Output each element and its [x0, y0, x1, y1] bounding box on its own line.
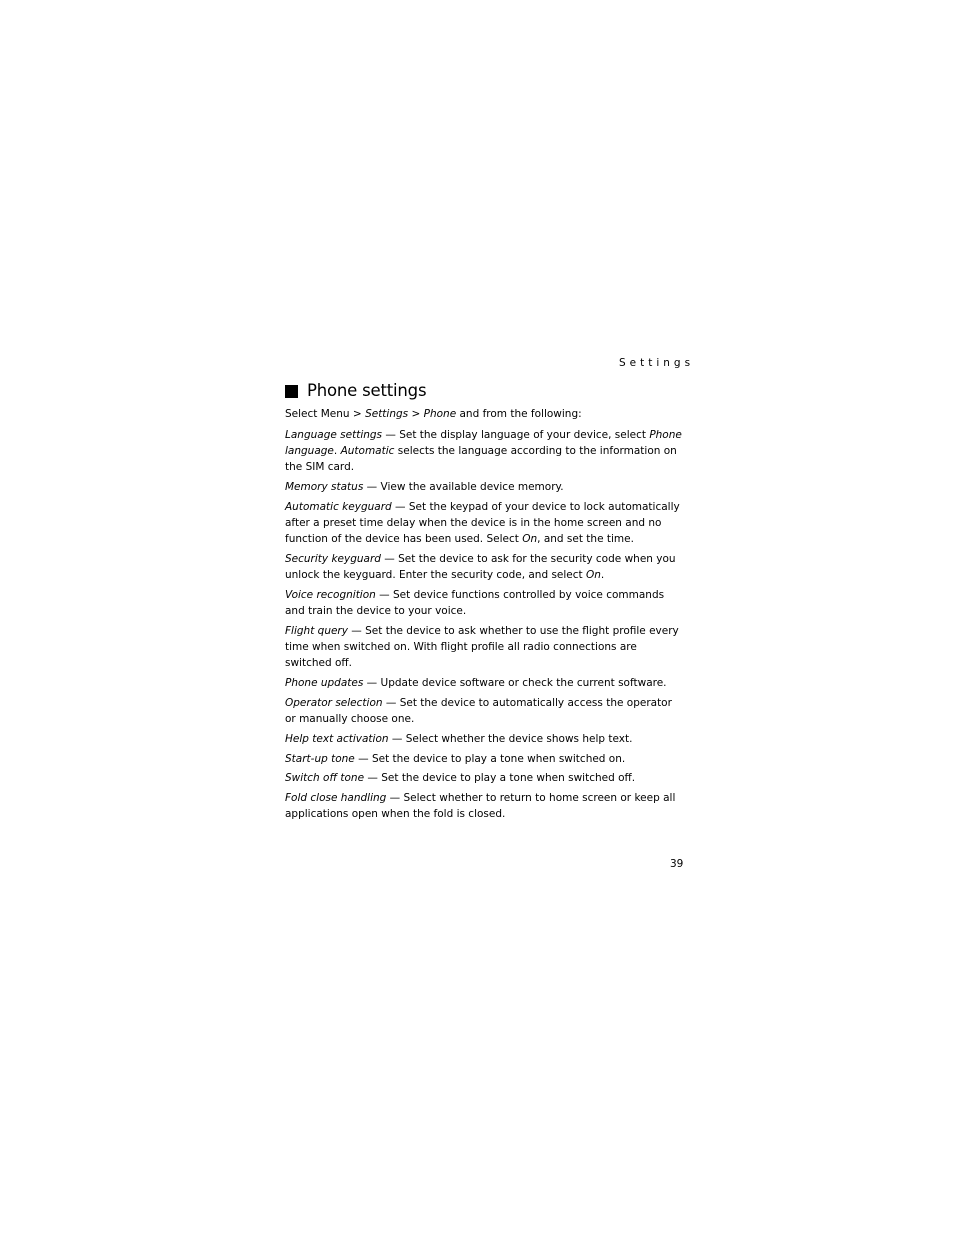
- settings-list: [285, 427, 685, 822]
- setting-description: — Select whether to return to home screen or keep all applications open when the fold is closed.: [285, 792, 676, 820]
- setting-term: Language settings: [285, 429, 383, 441]
- list-item: [285, 427, 685, 475]
- setting-term: Switch off tone: [285, 772, 365, 784]
- setting-term: Help text activation: [285, 733, 389, 745]
- menu-path-menu: Menu: [320, 408, 350, 420]
- setting-description: — Set the display language of your device, select: [382, 429, 650, 441]
- setting-description: , and set the time.: [537, 533, 634, 545]
- setting-description: .: [333, 445, 341, 457]
- setting-term: Fold close handling: [285, 792, 387, 804]
- option-name: On: [522, 533, 538, 545]
- square-bullet-icon: [285, 385, 298, 398]
- option-name: On: [586, 569, 601, 581]
- list-item: [285, 731, 685, 747]
- setting-term: Flight query: [285, 625, 348, 637]
- path-separator: >: [408, 408, 424, 420]
- intro-post: and from the following:: [456, 408, 582, 420]
- setting-term: Start-up tone: [285, 753, 355, 765]
- setting-description: — Select whether the device shows help text.: [388, 733, 633, 745]
- setting-description: selects the language according to the information on the SIM card.: [285, 445, 677, 473]
- setting-term: Automatic keyguard: [285, 501, 392, 513]
- list-item: [285, 751, 685, 767]
- section-heading: [285, 379, 685, 403]
- setting-description: — Set device functions controlled by voice commands and train the device to your voice.: [285, 589, 665, 617]
- setting-term: Operator selection: [285, 697, 383, 709]
- list-item: [285, 587, 685, 619]
- option-name: Phone language: [285, 429, 682, 457]
- setting-description: — View the available device memory.: [363, 481, 564, 493]
- section-title: Phone settings: [307, 381, 427, 400]
- setting-description: — Set the device to ask whether to use the flight profile every time when switched on. With flight profile all radio connections are switched off.: [285, 625, 679, 669]
- running-header: Settings: [619, 357, 695, 369]
- page-content: [285, 379, 685, 825]
- list-item: [285, 790, 685, 822]
- list-item: [285, 479, 685, 495]
- list-item: [285, 623, 685, 671]
- setting-description: — Set the device to automatically access the operator or manually choose one.: [285, 697, 672, 725]
- list-item: [285, 695, 685, 727]
- list-item: [285, 499, 685, 547]
- list-item: [285, 770, 685, 786]
- menu-path-phone: Phone: [423, 408, 457, 420]
- page-number: 39: [670, 858, 684, 870]
- setting-term: Voice recognition: [285, 589, 376, 601]
- path-separator: >: [349, 408, 366, 420]
- intro-paragraph: [285, 406, 685, 422]
- setting-description: — Update device software or check the current software.: [363, 677, 667, 689]
- setting-description: — Set the device to play a tone when switched off.: [364, 772, 636, 784]
- menu-path-settings: Settings: [365, 408, 409, 420]
- setting-term: Security keyguard: [285, 553, 381, 565]
- setting-term: Phone updates: [285, 677, 364, 689]
- option-name: Automatic: [340, 445, 395, 457]
- list-item: [285, 551, 685, 583]
- setting-term: Memory status: [285, 481, 364, 493]
- setting-description: — Set the device to ask for the security code when you unlock the keyguard. Enter the security code, and select: [285, 553, 676, 581]
- setting-description: .: [600, 569, 605, 581]
- setting-description: — Set the device to play a tone when switched on.: [354, 753, 626, 765]
- intro-pre: Select: [285, 408, 321, 420]
- setting-description: — Set the keypad of your device to lock automatically after a preset time delay when the device is in the home screen and no function of the device has been used. Select: [285, 501, 680, 545]
- list-item: [285, 675, 685, 691]
